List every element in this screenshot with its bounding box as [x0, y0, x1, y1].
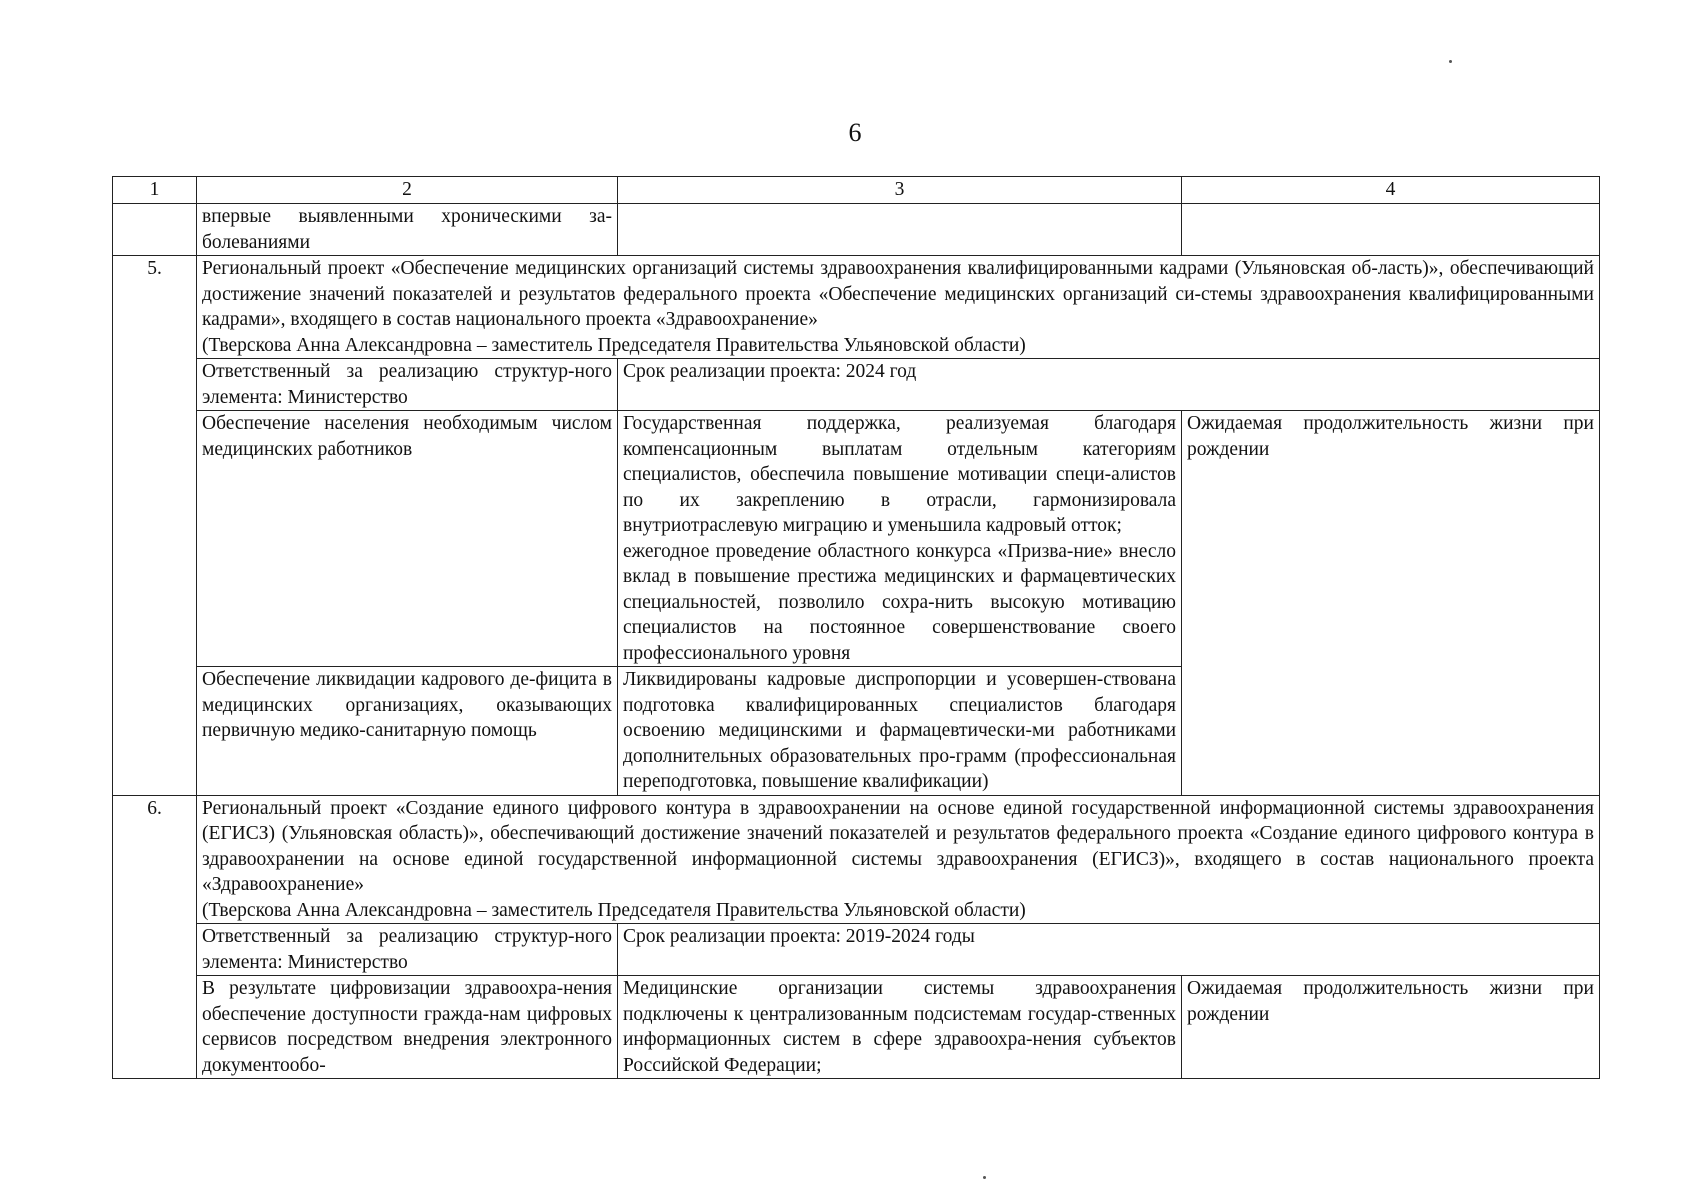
section-6-title-cell	[197, 795, 1600, 924]
section-5-responsible: Ответственный за реализацию структур-ного элемента: Министерство	[197, 359, 618, 411]
section-5-meta-row	[113, 359, 1600, 411]
section-6-curator: (Тверскова Анна Александровна – заместитель Председателя Правительства Ульяновской области)	[202, 899, 1026, 921]
section-5-curator: (Тверскова Анна Александровна – заместитель Председателя Правительства Ульяновской области)	[202, 334, 1026, 356]
scan-speck	[1449, 60, 1452, 63]
section-6-title-row	[113, 795, 1600, 924]
section-6-row-1	[113, 976, 1600, 1079]
section-6-task-1: В результате цифровизации здравоохра-нения обеспечение доступности гражда-нам цифровых сервисов посредством внедрения электронного документообо-	[197, 976, 618, 1079]
section-5-effect-1-part-1: Государственная поддержка, реализуемая благодаря компенсационным выплатам отдельным категориям специалистов, обеспечила повышение мотивации специ-алистов по их закреплению в отрасли, гармонизировала внутриотраслевую миграцию и уменьшила кадровый отток;	[623, 413, 1176, 536]
section-6-term: Срок реализации проекта: 2019-2024 годы	[618, 924, 1600, 976]
section-5-effect-2: Ликвидированы кадровые диспропорции и усовершен-ствована подготовка квалифицированных специалистов благодаря освоению медицинскими и фармацевтически-ми работниками дополнительных образовательных про-грамм (профессиональная переподготовка, повышение квалификации)	[618, 667, 1182, 796]
section-6-effect-1: Медицинские организации системы здравоохранения подключены к централизованным подсистемам государ-ственных информационных систем в сфере здравоохра-нения субъектов Российской Федерации;	[618, 976, 1182, 1079]
section-6-title: Региональный проект «Создание единого цифрового контура в здравоохранении на основе единой государственной информационной системы здравоохранения (ЕГИСЗ) (Ульяновская область)», обеспечивающий достижение значений показателей и результатов федерального проекта «Создание единого цифрового контура в здравоохранении на основе единой государственной информационной системы здравоохранения (ЕГИСЗ)», входящего в состав национального проекта «Здравоохранение»	[202, 797, 1594, 895]
column-header-2: 2	[197, 177, 618, 204]
section-5-title: Региональный проект «Обеспечение медицинских организаций системы здравоохранения квалифицированными кадрами (Ульяновская об-ласть)», обеспечивающий достижение значений показателей и результатов федерального проекта «Обеспечение медицинских организаций си-стемы здравоохранения квалифицированными кадрами», входящего в состав национального проекта «Здравоохранение»	[202, 258, 1594, 330]
header-row	[113, 177, 1600, 204]
section-5-effect-1	[618, 411, 1182, 667]
section-6-meta-row	[113, 924, 1600, 976]
section-5-number: 5.	[113, 256, 197, 796]
section-5-task-1: Обеспечение населения необходимым числом медицинских работников	[197, 411, 618, 667]
continuation-effect-cell	[618, 204, 1182, 256]
continuation-task-cell: впервые выявленными хроническими за-болеваниями	[197, 204, 618, 256]
section-5-row-1	[113, 411, 1600, 667]
section-5-task-2: Обеспечение ликвидации кадрового де-фицита в медицинских организациях, оказывающих первичную медико-санитарную помощь	[197, 667, 618, 796]
section-6-responsible: Ответственный за реализацию структур-ного элемента: Министерство	[197, 924, 618, 976]
section-5-indicator: Ожидаемая продолжительность жизни при рождении	[1182, 411, 1600, 796]
column-header-1: 1	[113, 177, 197, 204]
section-5-effect-1-part-2: ежегодное проведение областного конкурса «Призва-ние» внесло вклад в повышение престижа медицинских и фармацевтических специальностей, позволило сохра-нить высокую мотивацию специалистов на постоянное совершенствование своего профессионального уровня	[623, 540, 1176, 664]
continuation-indicator-cell	[1182, 204, 1600, 256]
projects-table	[112, 176, 1600, 1079]
section-5-title-row	[113, 256, 1600, 359]
page-number: 6	[848, 118, 862, 147]
scan-speck	[983, 1176, 986, 1179]
section-5-title-cell	[197, 256, 1600, 359]
column-header-4: 4	[1182, 177, 1600, 204]
section-5-term: Срок реализации проекта: 2024 год	[618, 359, 1600, 411]
continuation-row	[113, 204, 1600, 256]
column-header-3: 3	[618, 177, 1182, 204]
empty-number-cell	[113, 204, 197, 256]
section-6-number: 6.	[113, 795, 197, 1079]
section-6-indicator: Ожидаемая продолжительность жизни при рождении	[1182, 976, 1600, 1079]
